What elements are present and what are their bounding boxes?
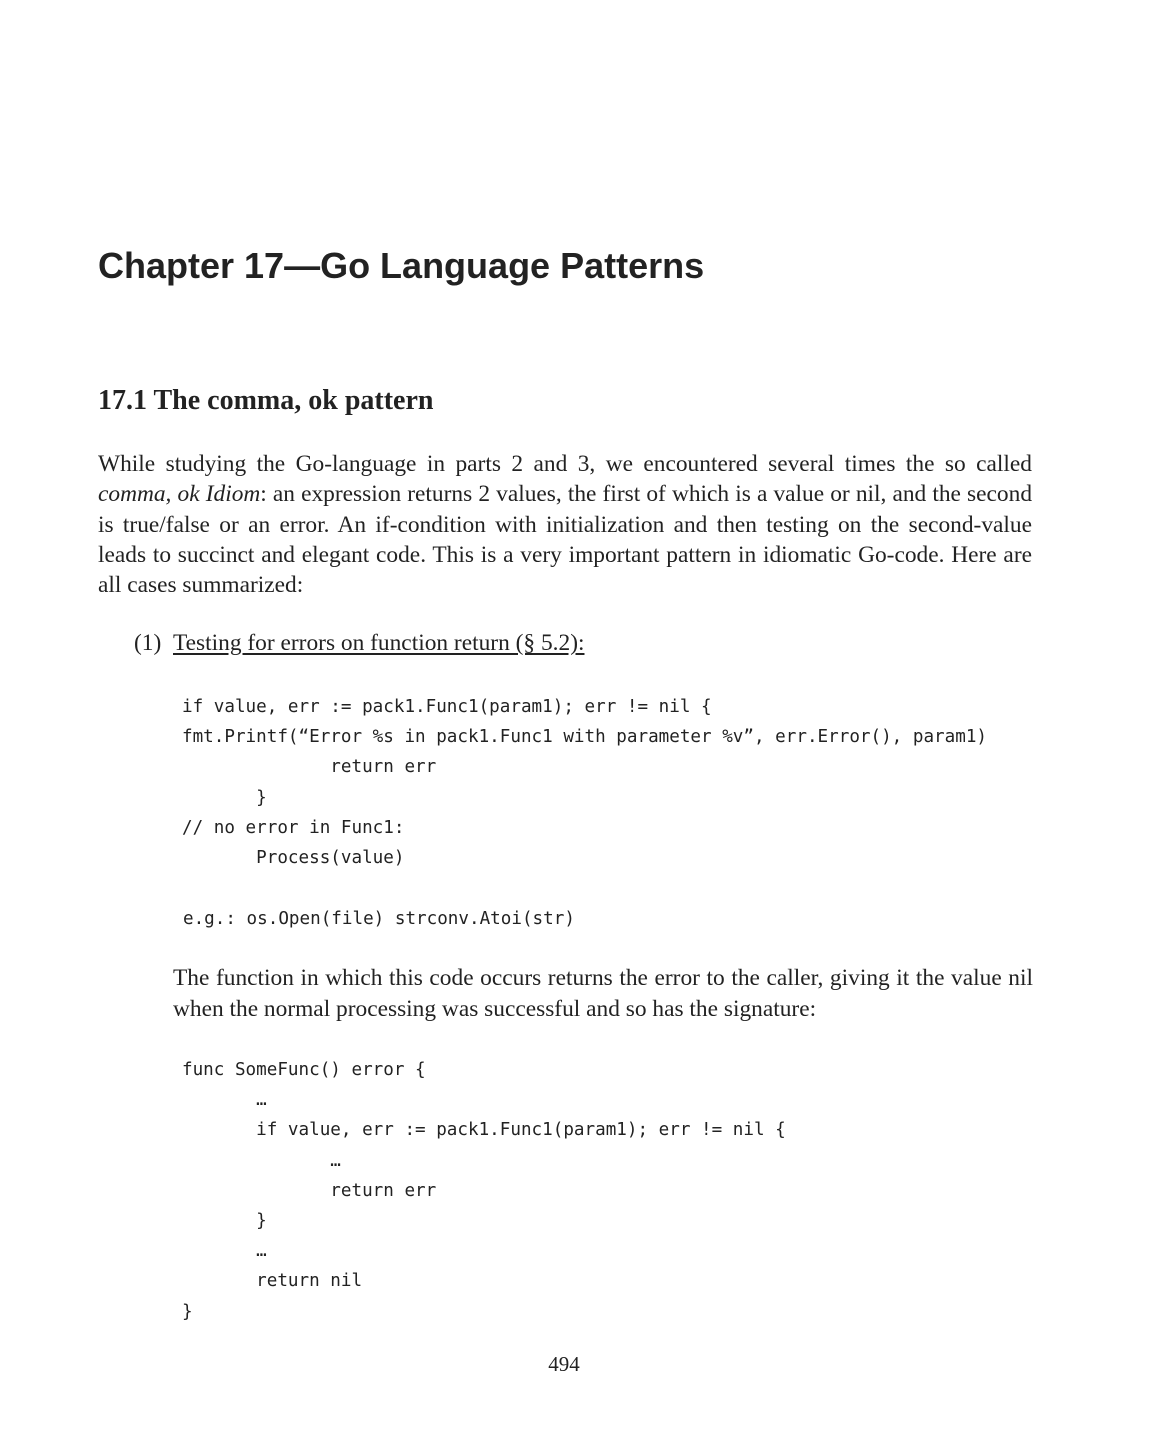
list-item-number: (1) <box>134 630 162 656</box>
intro-paragraph <box>98 449 1032 600</box>
code-line: Process(value) <box>182 847 405 868</box>
intro-text-part1: While studying the Go-language in parts 2 and 3, we encountered several times the so called <box>98 451 1032 477</box>
chapter-title: Chapter 17—Go Language Patterns <box>98 245 705 286</box>
code-block-1 <box>182 692 987 873</box>
code-line: // no error in Func1: <box>182 817 405 838</box>
code-line: func SomeFunc() error { <box>182 1060 426 1080</box>
code-block-2 <box>182 1055 786 1327</box>
intro-text-part2: : an expression returns 2 values, the first of which is a value or nil, and the second is true/false or an error. An if-condition with initialization and then testing on the second-value leads to succinct and elegant code. This is a very important pattern in idiomatic Go-code. Here are all cases summarized: <box>98 481 1033 599</box>
code-line: } <box>182 1210 267 1231</box>
example-line: e.g.: os.Open(file) strconv.Atoi(str) <box>183 909 575 929</box>
code-line: … <box>182 1241 267 1262</box>
intro-emphasis: comma, ok Idiom <box>98 481 261 508</box>
code-line: … <box>182 1090 267 1111</box>
code-line: … <box>182 1150 341 1171</box>
code-line: return err <box>182 1180 437 1201</box>
code-line: if value, err := pack1.Func1(param1); err != nil { <box>182 1120 786 1141</box>
page-number: 494 <box>548 1352 580 1376</box>
section-title: 17.1 The comma, ok pattern <box>98 385 434 416</box>
code-line: fmt.Printf(“Error %s in pack1.Func1 with parameter %v”, err.Error(), param1) <box>182 727 988 748</box>
follow-paragraph: The function in which this code occurs returns the error to the caller, giving it the value nil when the normal processing was successful and so has the signature: <box>173 965 1033 1022</box>
code-line: } <box>182 1301 193 1322</box>
code-line: if value, err := pack1.Func1(param1); err != nil { <box>182 697 712 717</box>
list-item-text: Testing for errors on function return (§ 5.2): <box>173 630 585 656</box>
code-line: } <box>182 787 267 808</box>
list-item-1 <box>134 628 584 658</box>
code-line: return err <box>182 757 437 778</box>
code-line: return nil <box>182 1271 363 1292</box>
